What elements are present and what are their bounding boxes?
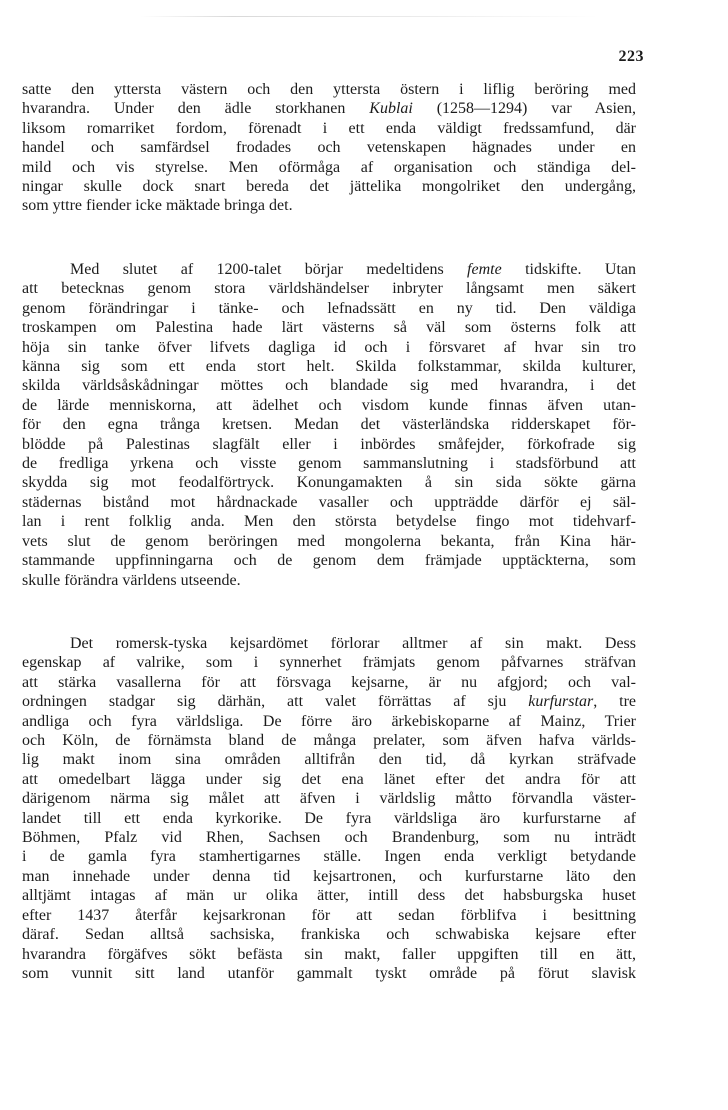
text-line: att omedelbart lägga under sig det ena länet efter det andra för att xyxy=(22,770,636,788)
text-line: Det romersk-tyska kejsardömet förlorar alltmer af sin makt. Dess xyxy=(70,635,636,652)
text-line: att stärka vasallerna för att försvaga kejsarne, är nu afgjord; och val- xyxy=(22,673,636,691)
page-number: 223 xyxy=(618,48,644,65)
text-fragment: hvarandra. Under den ädle storkhanen xyxy=(22,100,370,118)
text-line: lan i rent folklig anda. Men den största betydelse fingo mot tidehvarf- xyxy=(22,513,636,531)
kublai-name: Kublai xyxy=(369,100,413,118)
text-line: skydda sig mot feodalförtryck. Konungamakten å sin sida sökte gärna xyxy=(22,474,636,492)
text-line: alltjämt intagas af män ur olika ätter, intill dess det habsburgska huset xyxy=(22,887,636,905)
text-fragment: , tre xyxy=(593,693,637,711)
text-line: för den egna trånga kretsen. Medan det västerländska ridderskapet för- xyxy=(22,416,636,434)
text-line: andliga och fyra världsliga. De förre äro ärkebiskoparne af Mainz, Trier xyxy=(22,712,636,730)
text-line: skulle förändra världens utseende. xyxy=(22,571,241,589)
paragraph-2 xyxy=(22,260,636,590)
text-line: liksom romarriket fordom, förenadt i ett enda väldigt fredssamfund, där xyxy=(22,119,636,137)
text-line: därigenom närma sig målet att äfven i världslig måtto förvandla väster- xyxy=(22,790,636,808)
paragraph-1 xyxy=(22,80,636,216)
text-fragment: ordningen stadgar sig därhän, att valet förrättas af sju xyxy=(22,693,529,711)
text-line: lig makt inom sina områden alltifrån den tid, då kyrkan sträfvade xyxy=(22,751,636,769)
text-line: däraf. Sedan alltså sachsiska, frankiska och schwabiska kejsare efter xyxy=(22,926,636,944)
text-line: blödde på Palestinas slagfält eller i inbördes småfejder, förkofrade sig xyxy=(22,435,636,453)
text-line xyxy=(22,692,636,711)
text-line: efter 1437 återfår kejsarkronan för att sedan förblifva i besittning xyxy=(22,906,636,924)
text-line: i de gamla fyra stamhertigarnes ställe. Ingen enda verkligt betydande xyxy=(22,848,636,866)
text-line: de fredliga yrkena och visste genom sammanslutning i stadsförbund att xyxy=(22,455,636,473)
paragraph-3 xyxy=(22,634,636,983)
text-line: de lärde menniskorna, att ädelhet och visdom kunde finnas äfven utan- xyxy=(22,396,636,414)
text-line: städernas bistånd mot hårdnackade vasaller och uppträdde därför ej säl- xyxy=(22,493,636,511)
kurfurstar-word: kurfurstar xyxy=(528,693,594,711)
text-line: vets slut de genom beröringen med mongolerna bekanta, från Kina här- xyxy=(22,532,636,550)
text-line: handel och samfärdsel frodades och vetenskapen hägnades under en xyxy=(22,139,636,157)
text-fragment: tidskifte. Utan xyxy=(501,261,636,278)
text-line: och Köln, de förnämsta bland de många prelater, som äfven hafva världs- xyxy=(22,732,636,750)
text-line: stammande uppfinningarna och de genom dem främjade upptäckterna, som xyxy=(22,552,636,570)
text-line: hvarandra förgäfves sökt befästa sin makt, faller uppgiften till en ätt, xyxy=(22,945,636,963)
text-line: mild och vis styrelse. Men oförmåga af organisation och ständiga del- xyxy=(22,158,636,176)
text-line: ningar skulle dock snart bereda det jättelika mongolriket den undergång, xyxy=(22,178,636,196)
text-line xyxy=(22,99,636,118)
text-fragment: (1258—1294) var Asien, xyxy=(412,100,636,118)
text-line: känna sig som ett enda stort helt. Skilda folkstammar, skilda kulturer, xyxy=(22,358,636,376)
text-line: satte den yttersta västern och den yttersta östern i liflig beröring med xyxy=(22,81,636,98)
text-line xyxy=(22,260,636,279)
page-edge-shadow xyxy=(140,16,600,17)
text-line: Böhmen, Pfalz vid Rhen, Sachsen och Brandenburg, som nu inträdt xyxy=(22,829,636,847)
text-line: landet till ett enda kyrkorike. De fyra världsliga äro kurfurstarne af xyxy=(22,809,636,827)
text-line: troskampen om Palestina hade lärt västerns så väl som österns folk att xyxy=(22,319,636,337)
text-fragment: Med slutet af 1200-talet börjar medeltidens xyxy=(70,261,468,278)
text-line: egenskap af valrike, som i synnerhet främjats genom påfvarnes sträfvan xyxy=(22,654,636,672)
text-line: som yttre fiender icke mäktade bringa det. xyxy=(22,197,293,215)
text-line: man innehade under denna tid kejsartronen, och kurfurstarne läto den xyxy=(22,867,636,885)
text-line: genom förändringar i tänke- och lefnadssätt en ny tid. Den väldiga xyxy=(22,299,636,317)
text-line: som vunnit sitt land utanför gammalt tyskt område på förut slavisk xyxy=(22,964,636,982)
femte-word: femte xyxy=(467,261,502,278)
text-line: skilda världsåskådningar möttes och blandade sig med hvarandra, i det xyxy=(22,377,636,395)
text-line: att betecknas genom stora världshändelser inbryter långsamt men säkert xyxy=(22,280,636,298)
text-line: höja sin tanke öfver lifvets dagliga id och i försvaret af hvar sin tro xyxy=(22,338,636,356)
